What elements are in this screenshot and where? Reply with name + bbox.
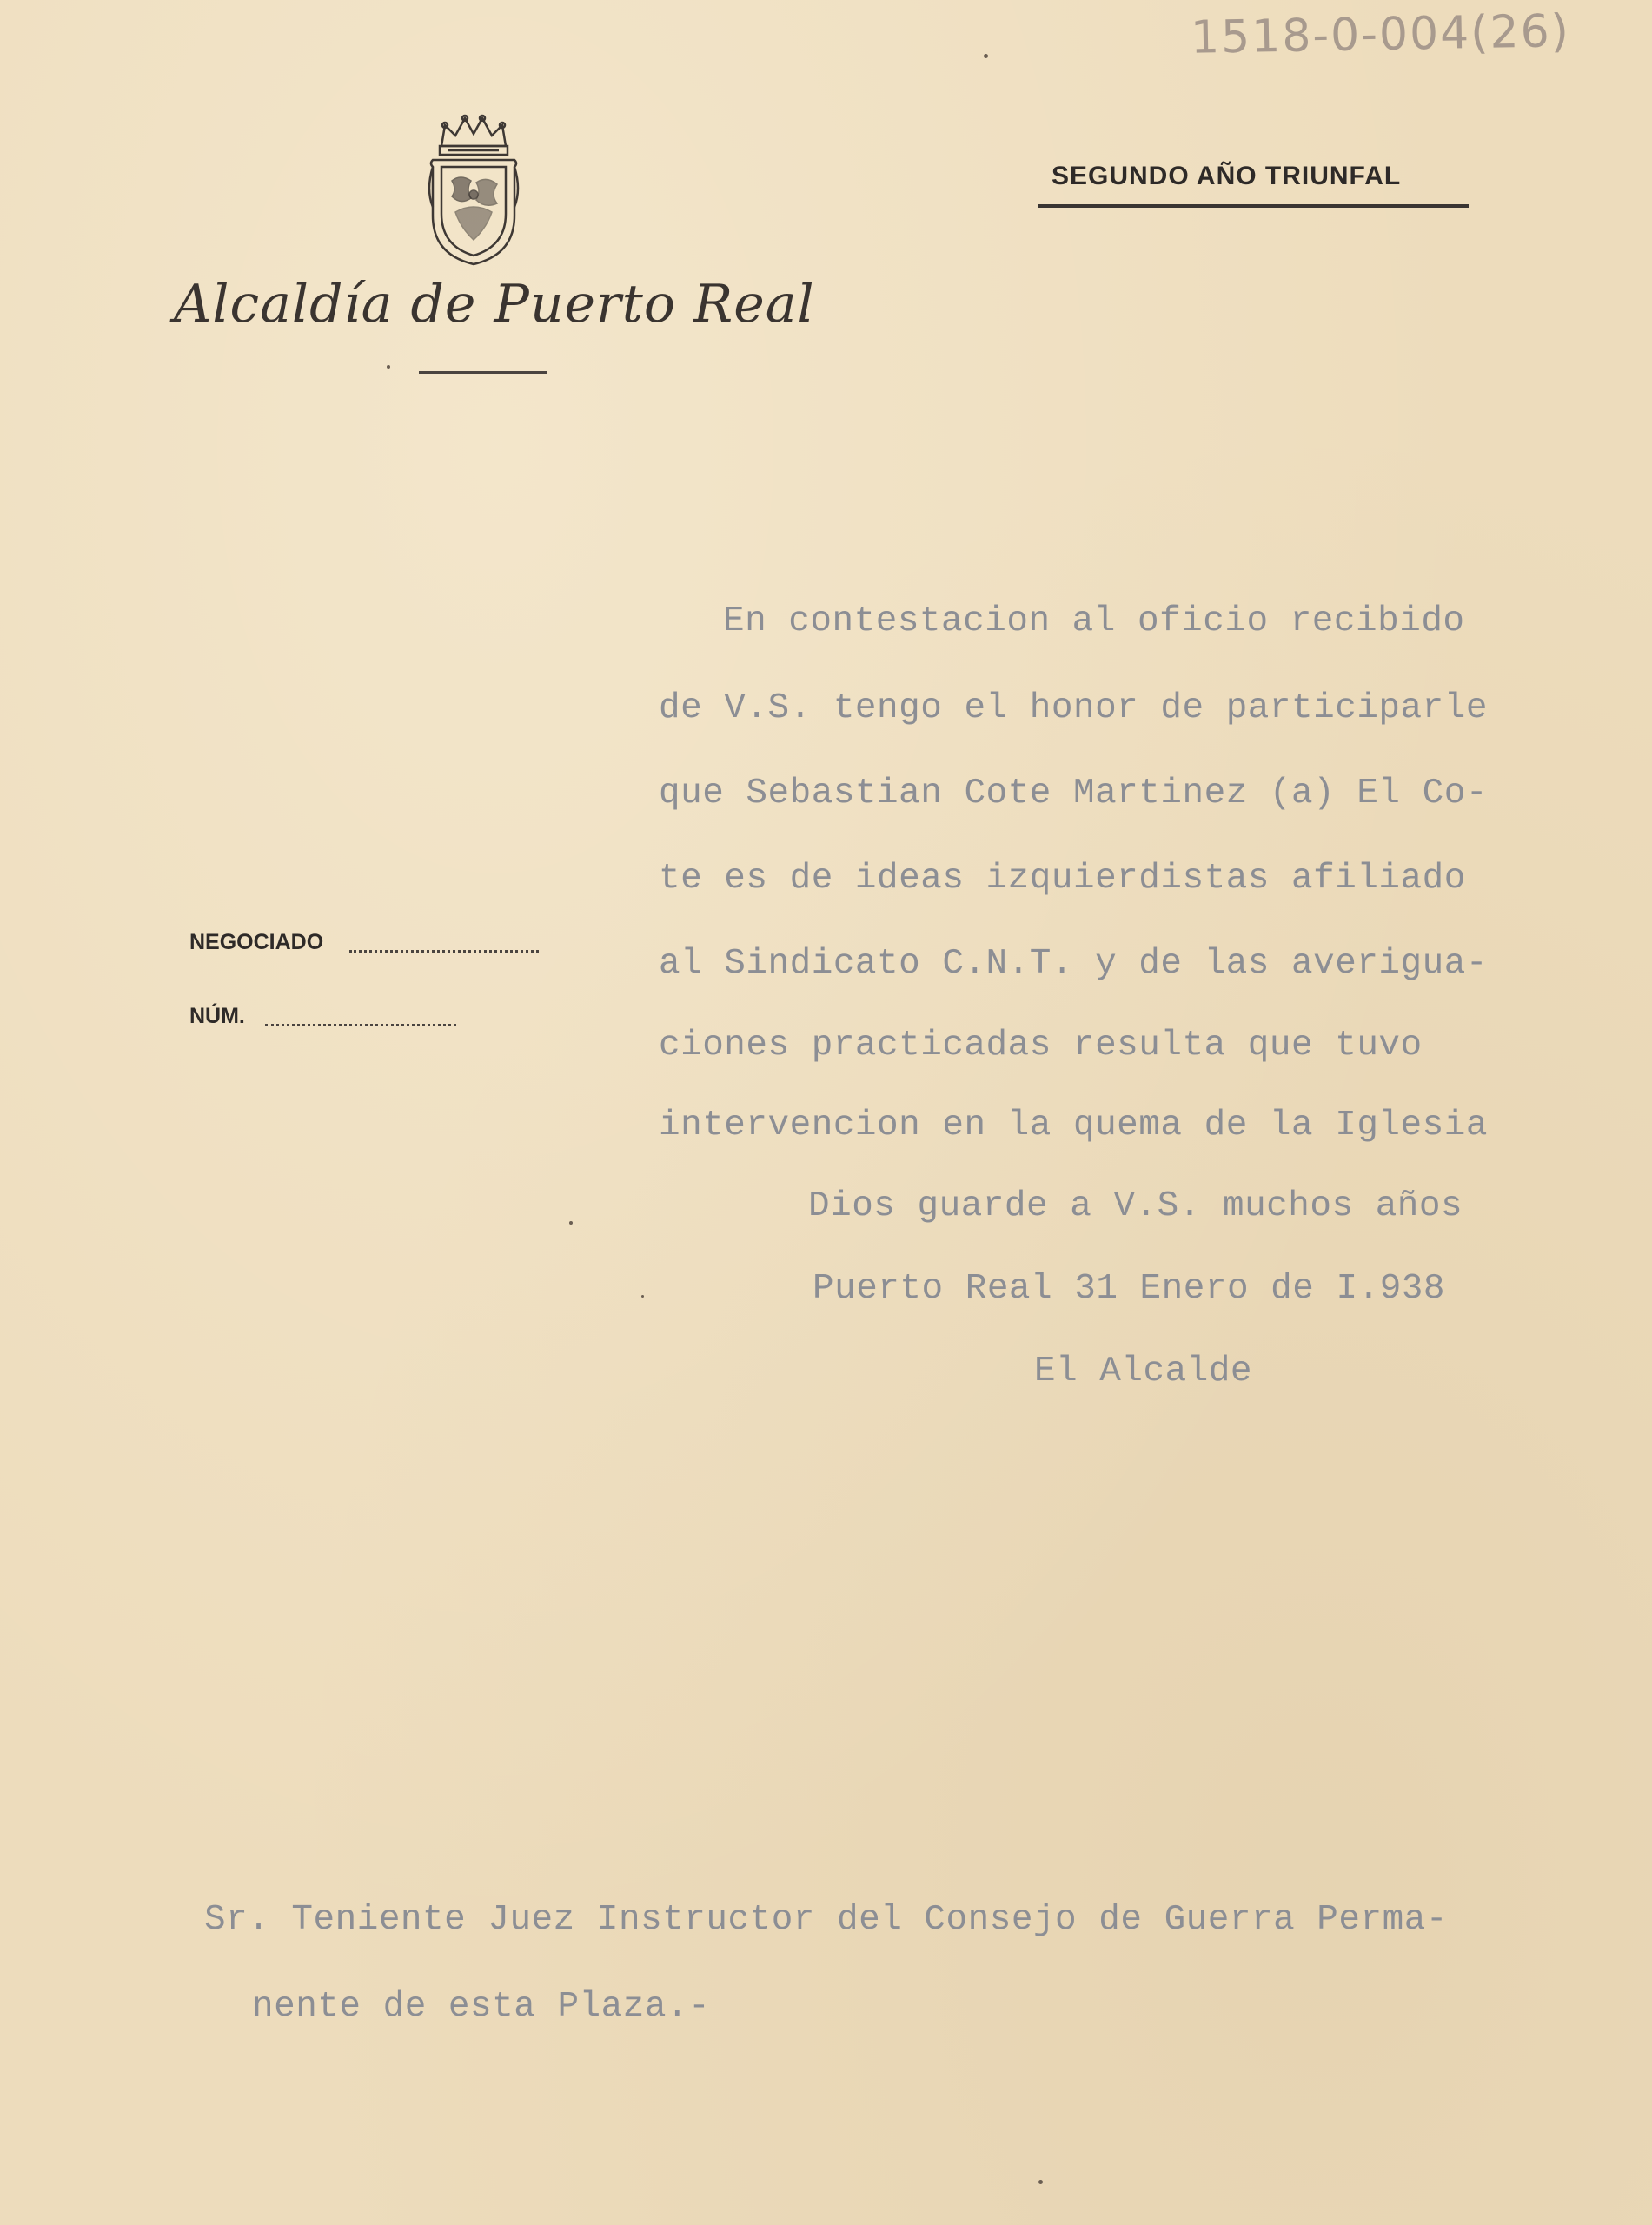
archive-reference: 1518-0-004(26) (1190, 5, 1571, 64)
num-blank (265, 1024, 456, 1026)
body-line: te es de ideas izquierdistas afiliado (659, 859, 1466, 899)
letterhead-title: Alcaldía de Puerto Real (174, 274, 815, 335)
closing-greeting: Dios guarde a V.S. muchos años (808, 1186, 1463, 1226)
addressee-line: nente de esta Plaza.- (252, 1987, 711, 2027)
paper-speck (569, 1221, 573, 1225)
paper-speck (984, 54, 988, 58)
body-line: En contestacion al oficio recibido (723, 601, 1465, 641)
coat-of-arms-icon (426, 111, 521, 268)
signature-title: El Alcalde (1034, 1352, 1253, 1391)
body-line: ciones practicadas resulta que tuvo (659, 1026, 1423, 1066)
letterhead-underline (419, 371, 547, 374)
paper-speck (1038, 2180, 1043, 2184)
place-date: Puerto Real 31 Enero de I.938 (813, 1269, 1446, 1309)
addressee-line: Sr. Teniente Juez Instructor del Consejo de Guerra Perma- (204, 1900, 1448, 1940)
paper-speck (387, 365, 390, 369)
negociado-label: NEGOCIADO (189, 930, 324, 954)
motto-underline (1038, 204, 1469, 208)
body-line: al Sindicato C.N.T. y de las averigua- (659, 944, 1488, 984)
paper-speck (641, 1295, 644, 1298)
body-line: de V.S. tengo el honor de participarle (659, 688, 1488, 728)
body-line: que Sebastian Cote Martinez (a) El Co- (659, 774, 1488, 814)
negociado-blank (349, 950, 539, 953)
motto-heading: SEGUNDO AÑO TRIUNFAL (1052, 162, 1402, 190)
body-line: intervencion en la quema de la Iglesia (659, 1106, 1488, 1146)
num-label: NÚM. (189, 1004, 245, 1028)
